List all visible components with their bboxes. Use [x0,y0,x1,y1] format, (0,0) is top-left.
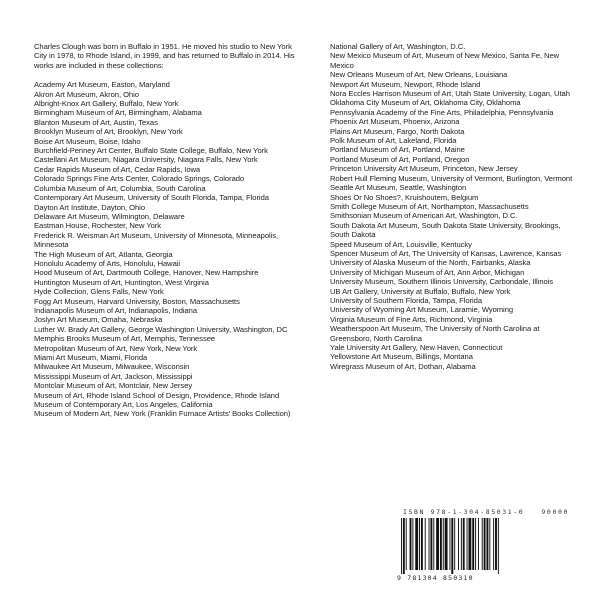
collection-entry: Castellani Art Museum, Niagara University, Niagara Falls, New York [34,155,258,165]
barcode-bar [498,518,499,574]
barcode-bar [410,518,412,570]
barcode-bar [425,518,426,570]
collection-entry: Weatherspoon Art Museum, The University of North Carolina at Greensboro, North Carolina [330,324,540,343]
barcode-bar [458,518,459,570]
collection-entry: UB Art Gallery, University at Buffalo, Buffalo, New York [330,286,511,296]
collection-entry: Newport Art Museum, Newport, Rhode Island [330,79,481,89]
collection-entry: Wiregrass Museum of Art, Dothan, Alabama [330,361,476,371]
collection-entry: Montclair Museum of Art, Montclair, New Jersey [34,381,193,391]
barcode-bar [451,518,453,574]
collection-entry: Indianapolis Museum of Art, Indianapolis, Indiana [34,305,198,315]
collection-entry: Robert Hull Fleming Museum, University of Vermont, Burlington, Vermont [330,173,573,183]
barcode-bar [406,518,407,570]
barcode-bar [495,518,497,570]
collection-entry: Huntington Museum of Art, Huntington, West Virginia [34,277,209,287]
collection-entry: Brooklyn Museum of Art, Brooklyn, New York [34,127,183,137]
barcode-digits: 9 781304 850310 [397,574,474,582]
collection-entry: Boise Art Museum, Boise, Idaho [34,136,141,146]
collection-entry: University of Michigan Museum of Art, Ann Arbor, Michigan [330,267,525,277]
barcode-bar [463,518,465,570]
barcode-bar [401,518,402,574]
collection-entry: University of Alaska Museum of the North, Fairbanks, Alaska [330,258,531,268]
collection-entry: Eastman House, Rochester, New York [34,221,162,231]
collection-entry: Yellowstone Art Museum, Billings, Montana [330,352,473,362]
collection-entry: Delaware Art Museum, Wilmington, Delaware [34,211,185,221]
collection-entry: Yale University Art Gallery, New Haven, Connecticut [330,343,503,352]
collection-entry: Phoenix Art Museum, Phoenix, Arizona [330,117,460,127]
collection-entry: Honolulu Academy of Arts, Honolulu, Hawaii [34,258,181,268]
collection-entry: Burchfield-Penney Art Center, Buffalo State College, Buffalo, New York [34,146,268,156]
barcode-bar [419,518,420,570]
collection-entry: New Mexico Museum of Art, Museum of New Mexico, Santa Fe, New Mexico [330,51,560,70]
barcode-bar [440,518,442,570]
barcode-bar [449,518,450,570]
barcode-bar [445,518,448,570]
collection-entry: Joslyn Art Museum, Omaha, Nebraska [34,315,163,325]
barcode-bar [433,518,434,570]
collection-entry: Seattle Art Museum, Seattle, Washington [330,183,467,193]
barcode-bar [478,518,479,570]
left-column [34,42,298,419]
barcode-bar [482,518,483,570]
collection-entry: University of Southern Florida, Tampa, Florida [330,295,483,305]
barcode-bar [472,518,474,570]
collections-list-left [34,80,298,419]
collection-entry: Princeton University Art Museum, Princeton, New Jersey [330,164,518,174]
collection-entry: Nora Eccles Harrison Museum of Art, Utah State University, Logan, Utah [330,89,570,99]
bio-intro: Charles Clough was born in Buffalo in 1951. He moved his studio to New York City in 1978, to Rhode Island, in 1999, and has returned to Buffalo in 2014. His works are included in these collections: [34,42,295,70]
barcode-bar [493,518,494,570]
collection-entry: University of Wyoming Art Museum, Laramie, Wyoming [330,305,514,315]
collection-entry: Pennsylvania Academy of the Fine Arts, Philadelphia, Pennsylvania [330,107,554,117]
collection-entry: Blanton Museum of Art, Austin, Texas [34,117,158,127]
collection-entry: Hyde Collection, Glens Falls, New York [34,287,164,297]
barcode-bar [421,518,423,570]
collection-entry: Speed Museum of Art, Louisville, Kentucky [330,239,472,249]
collection-entry: Hood Museum of Art, Dartmouth College, Hanover, New Hampshire [34,268,259,278]
collection-entry: Academy Art Museum, Easton, Maryland [34,80,170,90]
collection-entry: Akron Art Museum, Akron, Ohio [34,89,139,99]
collection-entry: Columbia Museum of Art, Columbia, South Carolina [34,183,206,193]
collection-entry: Milwaukee Art Museum, Milwaukee, Wisconsin [34,362,190,372]
collection-entry: Metropolitan Museum of Art, New York, New York [34,343,198,353]
isbn-number: ISBN 978-1-304-85031-0 [403,508,525,516]
barcode-bar [429,518,430,570]
barcode-bar [454,518,455,570]
barcode-bar [412,518,413,570]
barcode-bar [415,518,418,570]
barcode-bar [461,518,462,570]
collection-entry: Virginia Museum of Fine Arts, Richmond, Virginia [330,314,493,324]
collection-entry: National Gallery of Art, Washington, D.C. [330,42,466,51]
collection-entry: Colorado Springs Fine Arts Center, Colorado Springs, Colorado [34,174,245,184]
barcode-bar [468,518,471,570]
collection-entry: Plains Art Museum, Fargo, North Dakota [330,126,465,136]
collection-entry: Oklahoma City Museum of Art, Oklahoma City, Oklahoma [330,98,521,108]
barcode-bar [403,518,405,574]
barcode-bar [430,518,432,570]
collection-entry: Portland Museum of Art, Portland, Oregon [330,154,470,164]
collection-entry: Smithsonian Museum of American Art, Washington, D.C. [330,211,518,221]
barcode-bar [489,518,490,570]
collection-entry: Smith College Museum of Art, Northampton, Massachusetts [330,201,529,211]
collection-entry: Miami Art Museum, Miami, Florida [34,353,148,362]
collection-entry: Frederick R. Weisman Art Museum, University of Minnesota, Minneapolis, Minnesota [34,230,279,250]
collection-entry: Memphis Brooks Museum of Art, Memphis, Tennessee [34,334,216,344]
collection-entry: Spencer Museum of Art, The University of Kansas, Lawrence, Kansas [330,248,562,258]
collection-entry: Museum of Contemporary Art, Los Angeles, California [34,400,213,410]
collection-entry: University Museum, Southern Illinois University, Carbondale, Illinois [330,277,554,287]
collection-entry: Shoes Or No Shoes?, Kruishoutem, Belgium [330,192,479,202]
barcode-bar [436,518,439,570]
collection-entry: Portland Museum of Art, Portland, Maine [330,145,465,155]
collection-entry: Mississippi Museum of Art, Jackson, Mississippi [34,371,193,381]
barcode-bars [401,518,571,574]
collection-entry: Luther W. Brady Art Gallery, George Washington University, Washington, DC [34,324,288,334]
collection-entry: New Orleans Museum of Art, New Orleans, Louisiana [330,70,508,80]
right-column [330,42,574,371]
price-code: 90000 [541,508,569,516]
collection-entry: Birmingham Museum of Art, Birmingham, Alabama [34,108,202,118]
barcode-bar [484,518,486,570]
barcode-bar [467,518,468,570]
barcode-bar [475,518,476,570]
isbn-line [403,508,571,516]
collection-entry: Polk Museum of Art, Lakeland, Florida [330,136,457,146]
collection-entry: Dayton Art Institute, Dayton, Ohio [34,202,145,212]
collection-entry: Fogg Art Museum, Harvard University, Boston, Massachusetts [34,296,240,306]
collection-entry: Albright-Knox Art Gallery, Buffalo, New York [34,99,179,109]
collection-entry: The High Museum of Art, Atlanta, Georgia [34,249,173,259]
barcode-bar [487,518,489,570]
collection-entry: Cedar Rapids Museum of Art, Cedar Rapids, Iowa [34,164,201,174]
collection-entry: Museum of Art, Rhode Island School of Design, Providence, Rhode Island [34,390,280,400]
collection-entry: South Dakota Art Museum, South Dakota State University, Brookings, South Dakota [330,220,561,240]
isbn-barcode [397,508,573,584]
collection-entry: Museum of Modern Art, New York (Franklin Furnace Artists' Books Collection) [34,409,291,419]
collections-list-right [330,42,574,371]
collection-entry: Contemporary Art Museum, University of South Florida, Tampa, Florida [34,193,269,203]
barcode-bar [443,518,444,570]
